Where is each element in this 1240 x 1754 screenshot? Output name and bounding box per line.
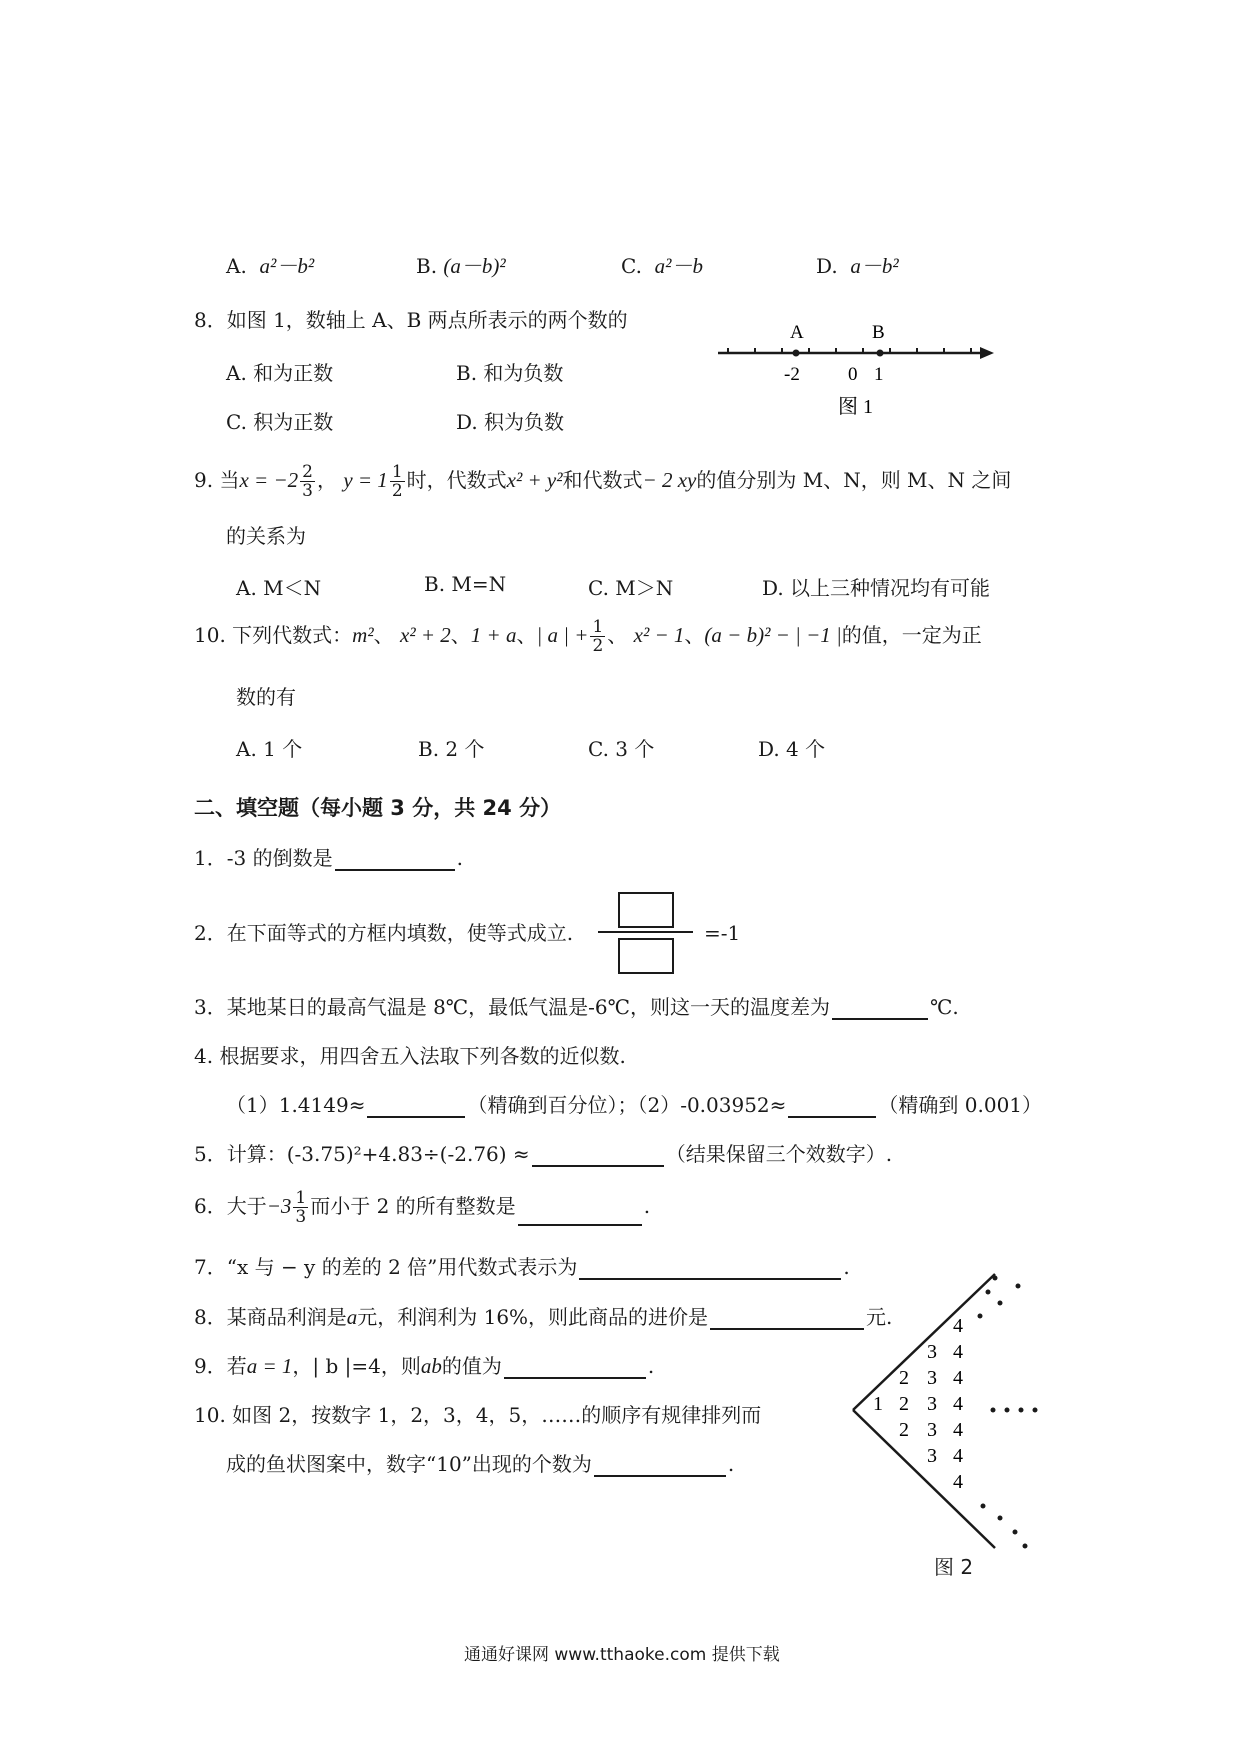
tick-label-neg2: -2 xyxy=(784,364,800,385)
point-b xyxy=(877,350,884,357)
number-line-figure xyxy=(710,318,1000,418)
svg-text:1: 1 xyxy=(873,1393,883,1415)
q10-option-b: B. 2 个 xyxy=(418,737,485,761)
answer-blank-6[interactable] xyxy=(518,1202,642,1226)
q9-option-d: D. 以上三种情况均有可能 xyxy=(762,576,991,600)
point-a-label: A xyxy=(790,322,804,343)
svg-text:2: 2 xyxy=(899,1393,909,1415)
answer-blank-7[interactable] xyxy=(579,1256,841,1280)
fill-q9: 9．若a = 1，| b |=4，则ab的值为 . xyxy=(194,1354,655,1378)
q10-line1: 10. 下列代数式：m²、 x² + 2、1 + a、| a | + $\frac{1}{2}$ 、 x² − 1、(a − b)² − | −1 |的值，一定为正 xyxy=(194,617,982,656)
fill-q3: 3．某地某日的最高气温是 8℃，最低气温是-6℃，则这一天的温度差为 ℃. xyxy=(194,995,959,1019)
svg-text:4: 4 xyxy=(953,1315,963,1337)
q9-option-c: C. M＞N xyxy=(588,576,674,600)
figure1-caption: 图 1 xyxy=(838,396,873,418)
svg-text:3: 3 xyxy=(927,1445,937,1467)
denominator-box[interactable] xyxy=(618,938,674,974)
section-2-heading: 二、填空题（每小题 3 分，共 24 分） xyxy=(194,796,562,820)
q8-option-a: A. 和为正数 xyxy=(226,361,334,385)
fill-q1: 1．-3 的倒数是 . xyxy=(194,846,463,870)
fraction-boxes xyxy=(598,888,698,976)
q10-option-c: C. 3 个 xyxy=(588,737,655,761)
q8-option-d: D. 积为负数 xyxy=(456,410,565,434)
svg-text:4: 4 xyxy=(953,1419,963,1441)
answer-blank-1[interactable] xyxy=(335,847,455,871)
fish-pattern-figure xyxy=(845,1270,1045,1570)
q7-option-a: A. a²－b² xyxy=(226,254,315,278)
q10-option-a: A. 1 个 xyxy=(236,737,303,761)
fill-q5: 5．计算：(-3.75)²+4.83÷(-2.76) ≈ （结果保留三个效数字）. xyxy=(194,1142,893,1166)
svg-text:2: 2 xyxy=(899,1419,909,1441)
q7-option-c: C. a²－b xyxy=(621,254,703,278)
svg-text:4: 4 xyxy=(953,1341,963,1363)
q8-option-b: B. 和为负数 xyxy=(456,361,564,385)
point-a xyxy=(793,350,800,357)
point-b-label: B xyxy=(872,322,885,343)
answer-blank-8[interactable] xyxy=(710,1306,864,1330)
tick-label-1: 1 xyxy=(874,364,884,385)
fish-numbers xyxy=(873,1315,963,1493)
svg-text:3: 3 xyxy=(927,1341,937,1363)
numerator-box[interactable] xyxy=(618,892,674,928)
number-line-arrow xyxy=(980,347,994,359)
fill-q2: 2．在下面等式的方框内填数，使等式成立. xyxy=(194,921,574,945)
answer-blank-4b[interactable] xyxy=(788,1094,876,1118)
fraction-bar xyxy=(598,931,693,933)
q10-line2: 数的有 xyxy=(236,685,296,709)
fill-q10: 10. 如图 2，按数字 1，2，3，4，5，……的顺序有规律排列而 xyxy=(194,1403,762,1427)
answer-blank-5[interactable] xyxy=(532,1143,664,1167)
q10-option-d: D. 4 个 xyxy=(758,737,826,761)
svg-text:4: 4 xyxy=(953,1367,963,1389)
fill-q10-line2: 成的鱼状图案中，数字“10”出现的个数为 . xyxy=(226,1452,735,1476)
answer-blank-4a[interactable] xyxy=(367,1094,465,1118)
svg-text:4: 4 xyxy=(953,1471,963,1493)
q9-option-a: A. M＜N xyxy=(236,576,322,600)
fill-q8: 8．某商品利润是a元，利润利为 16%，则此商品的进价是 元. xyxy=(194,1305,893,1329)
page-footer: 通通好课网 www.tthaoke.com 提供下载 xyxy=(464,1645,780,1665)
fill-q2-rhs: =-1 xyxy=(704,921,741,945)
q8-stem: 8．如图 1，数轴上 A、B 两点所表示的两个数的 xyxy=(194,308,628,332)
q8-option-c: C. 积为正数 xyxy=(226,410,334,434)
answer-blank-10[interactable] xyxy=(594,1453,726,1477)
fish-upper-edge xyxy=(853,1274,995,1410)
ellipsis-dots xyxy=(978,1276,1038,1549)
q9-line2: 的关系为 xyxy=(226,524,306,548)
svg-text:4: 4 xyxy=(953,1445,963,1467)
q9-option-b: B. M=N xyxy=(424,572,507,596)
answer-blank-9[interactable] xyxy=(504,1355,646,1379)
svg-text:3: 3 xyxy=(927,1367,937,1389)
q9-line1: 9. 当x = −2 $\frac{2}{3}$ ， y = 1 $\frac{1}{2}$ 时，代数式x² + y²和代数式− 2 xy的值分别为 M、N，则 M、N 之间 xyxy=(194,462,1012,501)
figure2-caption: 图 2 xyxy=(934,1555,974,1579)
svg-text:2: 2 xyxy=(899,1367,909,1389)
fill-q7: 7．“x 与 − y 的差的 2 倍”用代数式表示为 . xyxy=(194,1255,850,1279)
tick-label-0: 0 xyxy=(848,364,858,385)
fill-q6: 6．大于−3 $\frac{1}{3}$ 而小于 2 的所有整数是 . xyxy=(194,1188,651,1227)
fill-q4: 4. 根据要求，用四舍五入法取下列各数的近似数. xyxy=(194,1044,626,1068)
svg-text:3: 3 xyxy=(927,1419,937,1441)
svg-text:3: 3 xyxy=(927,1393,937,1415)
q7-option-b: B. (a－b)² xyxy=(416,254,506,278)
fill-q4-parts: （1）1.4149≈ （精确到百分位）；（2）-0.03952≈ （精确到 0.001） xyxy=(226,1093,1043,1117)
svg-text:4: 4 xyxy=(953,1393,963,1415)
fish-lower-edge xyxy=(853,1410,995,1548)
q7-option-d: D. a－b² xyxy=(816,254,899,278)
answer-blank-3[interactable] xyxy=(832,996,928,1020)
